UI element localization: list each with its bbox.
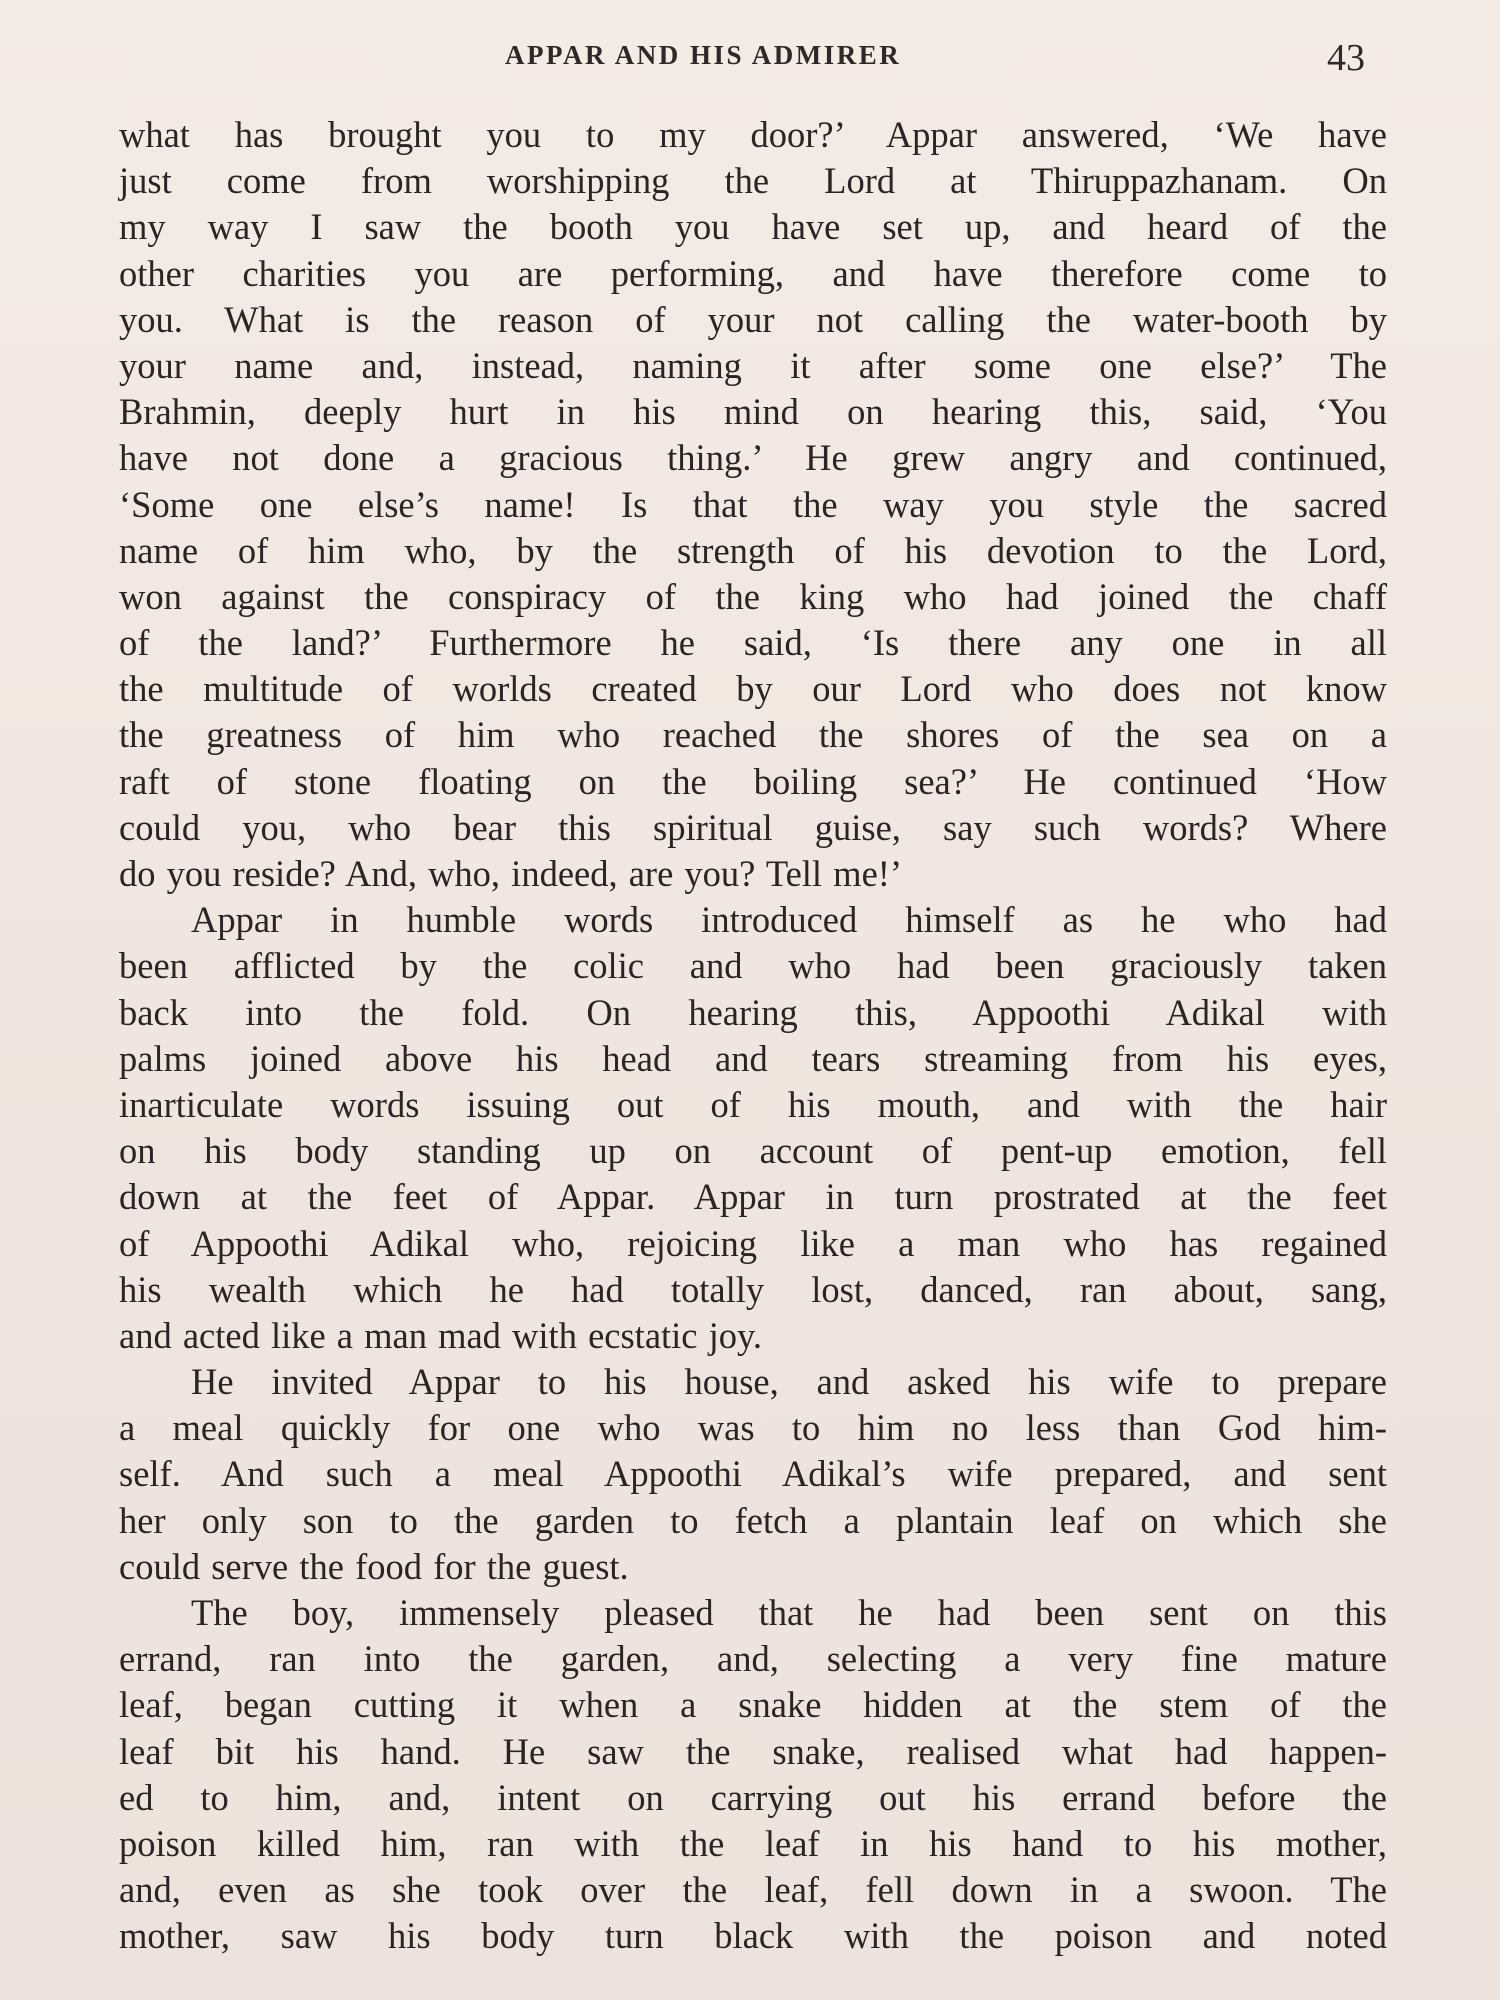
text-line: Appar in humble words introduced himself as he who had bbox=[191, 899, 1387, 941]
text-line: back into the fold. On hearing this, Appoothi Adikal with bbox=[119, 991, 1387, 1033]
text-line: of Appoothi Adikal who, rejoicing like a man who has regained bbox=[119, 1222, 1387, 1264]
text-line: ‘Some one else’s name! Is that the way you style the sacred bbox=[119, 483, 1387, 525]
text-line: do you reside? And, who, indeed, are you? Tell me!’ bbox=[119, 853, 903, 894]
text-line: poison killed him, ran with the leaf in his hand to his mother, bbox=[119, 1822, 1387, 1864]
text-line: could you, who bear this spiritual guise, say such words? Where bbox=[119, 806, 1387, 848]
text-line: and, even as she took over the leaf, fell down in a swoon. The bbox=[119, 1869, 1387, 1911]
text-line: The boy, immensely pleased that he had been sent on this bbox=[191, 1592, 1387, 1633]
text-line: down at the feet of Appar. Appar in turn prostrated at the feet bbox=[119, 1176, 1387, 1218]
text-line: a meal quickly for one who was to him no less than God him- bbox=[119, 1407, 1387, 1449]
text-line: you. What is the reason of your not calling the water-booth by bbox=[119, 298, 1387, 340]
text-line: name of him who, by the strength of his devotion to the Lord, bbox=[119, 529, 1387, 571]
text-line: self. And such a meal Appoothi Adikal’s wife prepared, and sent bbox=[119, 1453, 1387, 1495]
text-line: He invited Appar to his house, and asked his wife to prepare bbox=[191, 1361, 1387, 1403]
text-line: won against the conspiracy of the king who had joined the chaff bbox=[119, 575, 1387, 617]
page-number: 43 bbox=[1327, 37, 1365, 79]
paragraph bbox=[119, 1590, 1387, 1960]
text-line: your name and, instead, naming it after some one else?’ The bbox=[119, 344, 1387, 386]
text-line: just come from worshipping the Lord at Thiruppazhanam. On bbox=[119, 160, 1387, 202]
running-title: APPAR AND HIS ADMIRER bbox=[505, 40, 902, 70]
text-line: inarticulate words issuing out of his mouth, and with the hair bbox=[119, 1083, 1387, 1125]
text-line: what has brought you to my door?’ Appar answered, ‘We have bbox=[119, 114, 1387, 155]
text-line: his wealth which he had totally lost, danced, ran about, sang, bbox=[119, 1268, 1387, 1310]
text-line: raft of stone floating on the boiling sea?’ He continued ‘How bbox=[119, 760, 1387, 802]
text-line: palms joined above his head and tears streaming from his eyes, bbox=[119, 1037, 1387, 1079]
text-line: the greatness of him who reached the shores of the sea on a bbox=[119, 714, 1387, 756]
text-line: and acted like a man mad with ecstatic joy. bbox=[119, 1314, 763, 1356]
body-text bbox=[119, 112, 1387, 1960]
running-head bbox=[0, 36, 1500, 79]
text-line: on his body standing up on account of pent-up emotion, fell bbox=[119, 1130, 1387, 1172]
text-line: other charities you are performing, and have therefore come to bbox=[119, 252, 1387, 294]
text-line: errand, ran into the garden, and, selecting a very fine mature bbox=[119, 1638, 1387, 1680]
text-line: mother, saw his body turn black with the poison and noted bbox=[119, 1915, 1387, 1957]
text-line: been afflicted by the colic and who had been graciously taken bbox=[119, 945, 1387, 987]
paragraph bbox=[119, 1359, 1387, 1590]
paragraph bbox=[119, 897, 1387, 1359]
text-line: of the land?’ Furthermore he said, ‘Is there any one in all bbox=[119, 622, 1387, 664]
text-line: my way I saw the booth you have set up, and heard of the bbox=[119, 206, 1387, 248]
text-line: ed to him, and, intent on carrying out his errand before the bbox=[119, 1776, 1387, 1818]
text-line: leaf, began cutting it when a snake hidden at the stem of the bbox=[119, 1684, 1387, 1726]
text-line: the multitude of worlds created by our Lord who does not know bbox=[119, 668, 1387, 710]
text-line: Brahmin, deeply hurt in his mind on hearing this, said, ‘You bbox=[119, 391, 1387, 433]
paragraph bbox=[119, 112, 1387, 897]
text-line: leaf bit his hand. He saw the snake, realised what had happen- bbox=[119, 1730, 1387, 1772]
text-line: have not done a gracious thing.’ He grew angry and continued, bbox=[119, 437, 1387, 479]
text-line: her only son to the garden to fetch a plantain leaf on which she bbox=[119, 1499, 1387, 1541]
text-line: could serve the food for the guest. bbox=[119, 1545, 629, 1587]
